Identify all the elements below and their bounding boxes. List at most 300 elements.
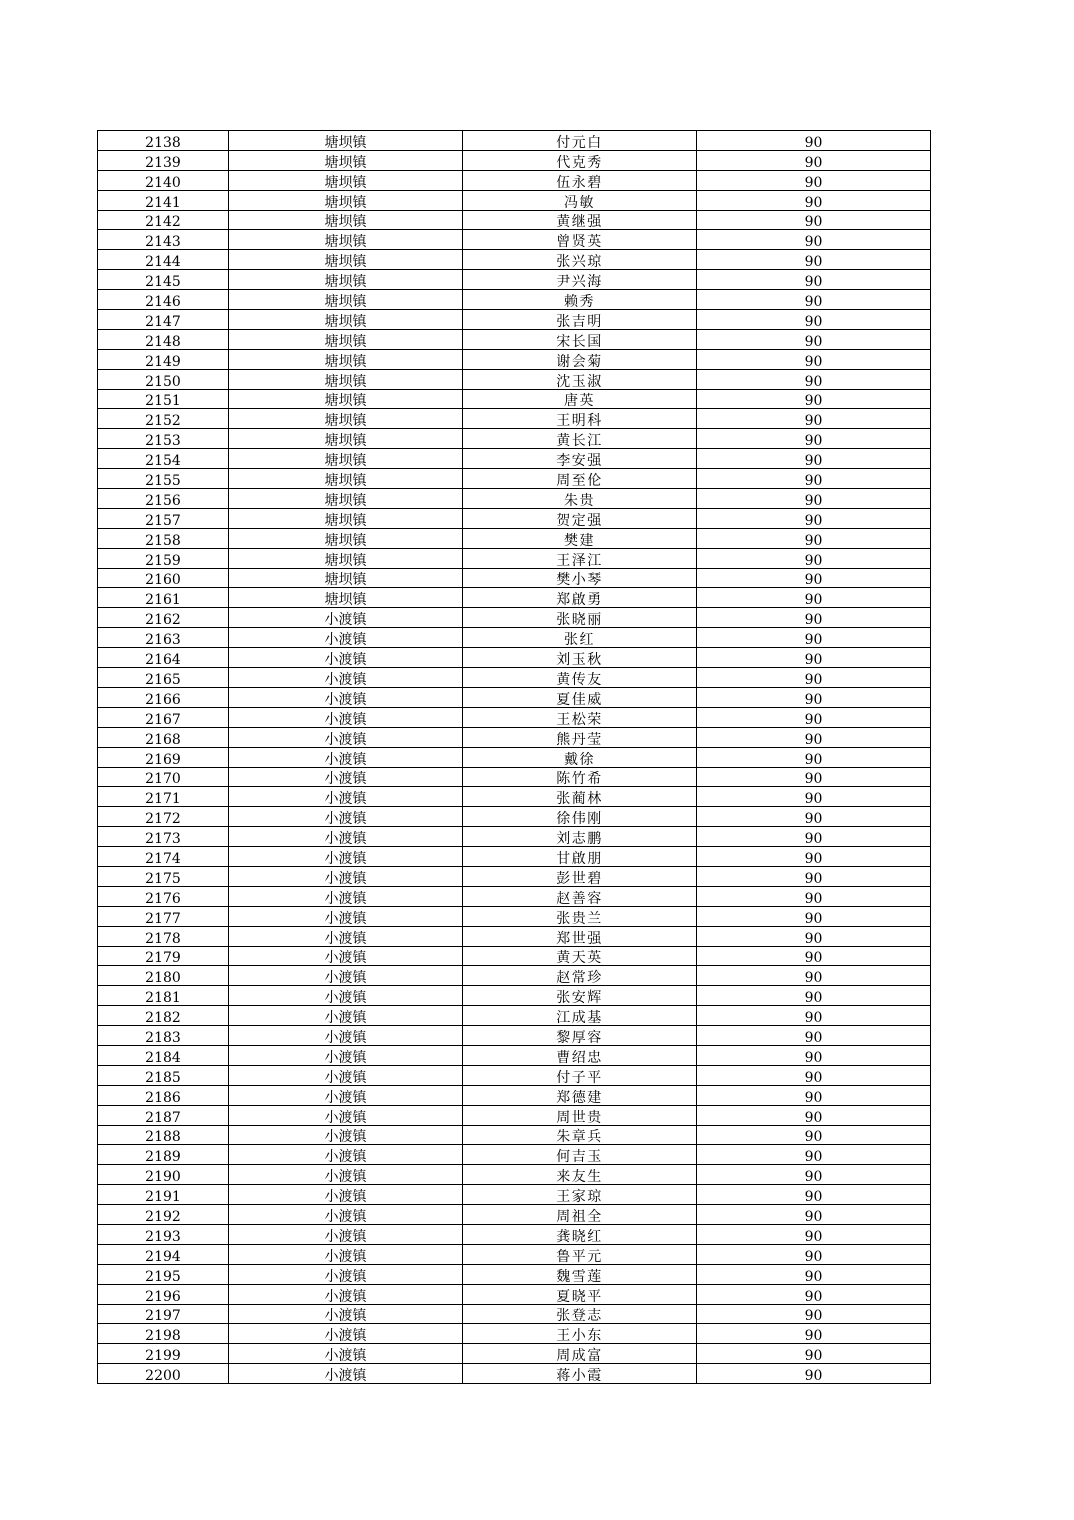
row-number-cell: 2165 bbox=[98, 668, 229, 688]
name-cell: 贺定强 bbox=[463, 508, 697, 528]
table-row bbox=[98, 906, 931, 926]
score-cell: 90 bbox=[697, 210, 931, 230]
table-row bbox=[98, 1264, 931, 1284]
row-number-cell: 2192 bbox=[98, 1205, 229, 1225]
row-number-cell: 2138 bbox=[98, 131, 229, 151]
score-cell: 90 bbox=[697, 1145, 931, 1165]
name-cell: 朱章兵 bbox=[463, 1125, 697, 1145]
score-cell: 90 bbox=[697, 1085, 931, 1105]
name-cell: 曹绍忠 bbox=[463, 1045, 697, 1065]
score-cell: 90 bbox=[697, 986, 931, 1006]
row-number-cell: 2156 bbox=[98, 489, 229, 509]
row-number-cell: 2164 bbox=[98, 648, 229, 668]
name-cell: 付元白 bbox=[463, 131, 697, 151]
name-cell: 张吉明 bbox=[463, 310, 697, 330]
row-number-cell: 2155 bbox=[98, 469, 229, 489]
town-cell: 塘坝镇 bbox=[229, 170, 463, 190]
row-number-cell: 2183 bbox=[98, 1026, 229, 1046]
score-cell: 90 bbox=[697, 727, 931, 747]
town-cell: 小渡镇 bbox=[229, 1065, 463, 1085]
row-number-cell: 2173 bbox=[98, 827, 229, 847]
table-row bbox=[98, 807, 931, 827]
table-row bbox=[98, 1105, 931, 1125]
row-number-cell: 2148 bbox=[98, 329, 229, 349]
table-row bbox=[98, 449, 931, 469]
table-row bbox=[98, 946, 931, 966]
row-number-cell: 2149 bbox=[98, 349, 229, 369]
score-cell: 90 bbox=[697, 1264, 931, 1284]
table-row bbox=[98, 548, 931, 568]
name-cell: 张红 bbox=[463, 628, 697, 648]
town-cell: 塘坝镇 bbox=[229, 389, 463, 409]
town-cell: 小渡镇 bbox=[229, 1006, 463, 1026]
score-cell: 90 bbox=[697, 548, 931, 568]
town-cell: 小渡镇 bbox=[229, 1085, 463, 1105]
table-row bbox=[98, 608, 931, 628]
score-cell: 90 bbox=[697, 329, 931, 349]
score-cell: 90 bbox=[697, 190, 931, 210]
name-cell: 樊小琴 bbox=[463, 568, 697, 588]
score-cell: 90 bbox=[697, 369, 931, 389]
town-cell: 小渡镇 bbox=[229, 886, 463, 906]
name-cell: 徐伟刚 bbox=[463, 807, 697, 827]
town-cell: 塘坝镇 bbox=[229, 489, 463, 509]
score-cell: 90 bbox=[697, 807, 931, 827]
row-number-cell: 2144 bbox=[98, 250, 229, 270]
table-row bbox=[98, 190, 931, 210]
table-row bbox=[98, 1165, 931, 1185]
town-cell: 塘坝镇 bbox=[229, 409, 463, 429]
table-row bbox=[98, 508, 931, 528]
town-cell: 塘坝镇 bbox=[229, 150, 463, 170]
table-row bbox=[98, 230, 931, 250]
score-cell: 90 bbox=[697, 469, 931, 489]
table-row bbox=[98, 1324, 931, 1344]
score-cell: 90 bbox=[697, 608, 931, 628]
name-cell: 曾贤英 bbox=[463, 230, 697, 250]
table-row bbox=[98, 648, 931, 668]
row-number-cell: 2178 bbox=[98, 926, 229, 946]
name-cell: 李安强 bbox=[463, 449, 697, 469]
table-row bbox=[98, 588, 931, 608]
town-cell: 小渡镇 bbox=[229, 1344, 463, 1364]
town-cell: 塘坝镇 bbox=[229, 588, 463, 608]
table-row bbox=[98, 528, 931, 548]
row-number-cell: 2174 bbox=[98, 847, 229, 867]
row-number-cell: 2197 bbox=[98, 1304, 229, 1324]
row-number-cell: 2189 bbox=[98, 1145, 229, 1165]
name-cell: 樊建 bbox=[463, 528, 697, 548]
table-row bbox=[98, 847, 931, 867]
score-cell: 90 bbox=[697, 946, 931, 966]
table-row bbox=[98, 727, 931, 747]
name-cell: 周至伦 bbox=[463, 469, 697, 489]
town-cell: 小渡镇 bbox=[229, 906, 463, 926]
name-cell: 张贵兰 bbox=[463, 906, 697, 926]
score-cell: 90 bbox=[697, 150, 931, 170]
town-cell: 小渡镇 bbox=[229, 1284, 463, 1304]
row-number-cell: 2163 bbox=[98, 628, 229, 648]
town-cell: 小渡镇 bbox=[229, 1125, 463, 1145]
name-cell: 江成基 bbox=[463, 1006, 697, 1026]
town-cell: 小渡镇 bbox=[229, 866, 463, 886]
town-cell: 塘坝镇 bbox=[229, 230, 463, 250]
score-cell: 90 bbox=[697, 568, 931, 588]
table-row bbox=[98, 886, 931, 906]
table-row bbox=[98, 1224, 931, 1244]
row-number-cell: 2185 bbox=[98, 1065, 229, 1085]
table-row bbox=[98, 767, 931, 787]
row-number-cell: 2186 bbox=[98, 1085, 229, 1105]
town-cell: 塘坝镇 bbox=[229, 310, 463, 330]
name-cell: 谢会菊 bbox=[463, 349, 697, 369]
town-cell: 小渡镇 bbox=[229, 1364, 463, 1384]
score-cell: 90 bbox=[697, 310, 931, 330]
name-cell: 魏雪莲 bbox=[463, 1264, 697, 1284]
table-row bbox=[98, 707, 931, 727]
town-cell: 塘坝镇 bbox=[229, 508, 463, 528]
row-number-cell: 2196 bbox=[98, 1284, 229, 1304]
score-cell: 90 bbox=[697, 1244, 931, 1264]
name-cell: 代克秀 bbox=[463, 150, 697, 170]
town-cell: 小渡镇 bbox=[229, 687, 463, 707]
name-cell: 张安辉 bbox=[463, 986, 697, 1006]
row-number-cell: 2152 bbox=[98, 409, 229, 429]
table-row bbox=[98, 489, 931, 509]
name-cell: 刘玉秋 bbox=[463, 648, 697, 668]
town-cell: 小渡镇 bbox=[229, 1165, 463, 1185]
table-row bbox=[98, 290, 931, 310]
name-cell: 张晓丽 bbox=[463, 608, 697, 628]
name-cell: 黄传友 bbox=[463, 668, 697, 688]
name-cell: 王小东 bbox=[463, 1324, 697, 1344]
table-row bbox=[98, 1244, 931, 1264]
row-number-cell: 2159 bbox=[98, 548, 229, 568]
table-row bbox=[98, 1185, 931, 1205]
table-row bbox=[98, 1304, 931, 1324]
town-cell: 小渡镇 bbox=[229, 946, 463, 966]
table-row bbox=[98, 787, 931, 807]
score-cell: 90 bbox=[697, 926, 931, 946]
table-row bbox=[98, 270, 931, 290]
name-cell: 郑啟勇 bbox=[463, 588, 697, 608]
name-cell: 何吉玉 bbox=[463, 1145, 697, 1165]
name-cell: 周成富 bbox=[463, 1344, 697, 1364]
score-cell: 90 bbox=[697, 847, 931, 867]
table-row bbox=[98, 210, 931, 230]
score-cell: 90 bbox=[697, 866, 931, 886]
town-cell: 塘坝镇 bbox=[229, 548, 463, 568]
score-cell: 90 bbox=[697, 628, 931, 648]
town-cell: 塘坝镇 bbox=[229, 568, 463, 588]
table-row bbox=[98, 1145, 931, 1165]
name-cell: 郑德建 bbox=[463, 1085, 697, 1105]
row-number-cell: 2166 bbox=[98, 687, 229, 707]
table-row bbox=[98, 310, 931, 330]
table-row bbox=[98, 986, 931, 1006]
score-cell: 90 bbox=[697, 1224, 931, 1244]
score-cell: 90 bbox=[697, 886, 931, 906]
name-cell: 伍永碧 bbox=[463, 170, 697, 190]
row-number-cell: 2143 bbox=[98, 230, 229, 250]
town-cell: 小渡镇 bbox=[229, 1045, 463, 1065]
town-cell: 塘坝镇 bbox=[229, 270, 463, 290]
row-number-cell: 2146 bbox=[98, 290, 229, 310]
score-cell: 90 bbox=[697, 747, 931, 767]
town-cell: 小渡镇 bbox=[229, 1324, 463, 1344]
score-cell: 90 bbox=[697, 1006, 931, 1026]
town-cell: 小渡镇 bbox=[229, 1304, 463, 1324]
row-number-cell: 2160 bbox=[98, 568, 229, 588]
row-number-cell: 2193 bbox=[98, 1224, 229, 1244]
row-number-cell: 2153 bbox=[98, 429, 229, 449]
table-row bbox=[98, 369, 931, 389]
name-cell: 黎厚容 bbox=[463, 1026, 697, 1046]
row-number-cell: 2187 bbox=[98, 1105, 229, 1125]
town-cell: 小渡镇 bbox=[229, 1224, 463, 1244]
score-cell: 90 bbox=[697, 588, 931, 608]
row-number-cell: 2190 bbox=[98, 1165, 229, 1185]
town-cell: 塘坝镇 bbox=[229, 469, 463, 489]
name-cell: 王松荣 bbox=[463, 707, 697, 727]
town-cell: 小渡镇 bbox=[229, 966, 463, 986]
town-cell: 小渡镇 bbox=[229, 767, 463, 787]
town-cell: 小渡镇 bbox=[229, 1105, 463, 1125]
table-row bbox=[98, 150, 931, 170]
row-number-cell: 2158 bbox=[98, 528, 229, 548]
row-number-cell: 2199 bbox=[98, 1344, 229, 1364]
row-number-cell: 2176 bbox=[98, 886, 229, 906]
score-cell: 90 bbox=[697, 250, 931, 270]
row-number-cell: 2167 bbox=[98, 707, 229, 727]
score-cell: 90 bbox=[697, 827, 931, 847]
row-number-cell: 2195 bbox=[98, 1264, 229, 1284]
name-cell: 周祖全 bbox=[463, 1205, 697, 1225]
name-cell: 陈竹希 bbox=[463, 767, 697, 787]
name-cell: 张登志 bbox=[463, 1304, 697, 1324]
row-number-cell: 2179 bbox=[98, 946, 229, 966]
town-cell: 小渡镇 bbox=[229, 1244, 463, 1264]
row-number-cell: 2175 bbox=[98, 866, 229, 886]
town-cell: 小渡镇 bbox=[229, 1145, 463, 1165]
table-row bbox=[98, 1065, 931, 1085]
row-number-cell: 2198 bbox=[98, 1324, 229, 1344]
score-cell: 90 bbox=[697, 1105, 931, 1125]
row-number-cell: 2154 bbox=[98, 449, 229, 469]
table-row bbox=[98, 329, 931, 349]
row-number-cell: 2139 bbox=[98, 150, 229, 170]
town-cell: 小渡镇 bbox=[229, 827, 463, 847]
town-cell: 小渡镇 bbox=[229, 628, 463, 648]
score-cell: 90 bbox=[697, 767, 931, 787]
score-cell: 90 bbox=[697, 1324, 931, 1344]
town-cell: 小渡镇 bbox=[229, 727, 463, 747]
score-cell: 90 bbox=[697, 1304, 931, 1324]
name-cell: 张蔺林 bbox=[463, 787, 697, 807]
name-cell: 彭世碧 bbox=[463, 866, 697, 886]
table-row bbox=[98, 866, 931, 886]
town-cell: 小渡镇 bbox=[229, 787, 463, 807]
score-cell: 90 bbox=[697, 1065, 931, 1085]
name-cell: 来友生 bbox=[463, 1165, 697, 1185]
score-cell: 90 bbox=[697, 131, 931, 151]
row-number-cell: 2172 bbox=[98, 807, 229, 827]
row-number-cell: 2168 bbox=[98, 727, 229, 747]
score-cell: 90 bbox=[697, 449, 931, 469]
table-row bbox=[98, 1284, 931, 1304]
score-cell: 90 bbox=[697, 1205, 931, 1225]
score-cell: 90 bbox=[697, 1364, 931, 1384]
score-cell: 90 bbox=[697, 528, 931, 548]
name-cell: 沈玉淑 bbox=[463, 369, 697, 389]
score-cell: 90 bbox=[697, 668, 931, 688]
table-row bbox=[98, 926, 931, 946]
table-row bbox=[98, 1026, 931, 1046]
name-cell: 赵常珍 bbox=[463, 966, 697, 986]
name-cell: 王泽江 bbox=[463, 548, 697, 568]
table-row bbox=[98, 687, 931, 707]
table-row bbox=[98, 1125, 931, 1145]
name-cell: 赵善容 bbox=[463, 886, 697, 906]
name-cell: 王家琼 bbox=[463, 1185, 697, 1205]
name-cell: 王明科 bbox=[463, 409, 697, 429]
town-cell: 塘坝镇 bbox=[229, 131, 463, 151]
town-cell: 小渡镇 bbox=[229, 648, 463, 668]
table-row bbox=[98, 349, 931, 369]
score-cell: 90 bbox=[697, 230, 931, 250]
name-cell: 夏晓平 bbox=[463, 1284, 697, 1304]
roster-table bbox=[97, 130, 931, 1384]
table-row bbox=[98, 131, 931, 151]
score-cell: 90 bbox=[697, 508, 931, 528]
table-row bbox=[98, 1045, 931, 1065]
table-row bbox=[98, 827, 931, 847]
table-row bbox=[98, 628, 931, 648]
name-cell: 戴徐 bbox=[463, 747, 697, 767]
name-cell: 夏佳威 bbox=[463, 687, 697, 707]
town-cell: 塘坝镇 bbox=[229, 369, 463, 389]
row-number-cell: 2142 bbox=[98, 210, 229, 230]
town-cell: 小渡镇 bbox=[229, 608, 463, 628]
score-cell: 90 bbox=[697, 1045, 931, 1065]
score-cell: 90 bbox=[697, 170, 931, 190]
town-cell: 小渡镇 bbox=[229, 1026, 463, 1046]
name-cell: 刘志鹏 bbox=[463, 827, 697, 847]
row-number-cell: 2151 bbox=[98, 389, 229, 409]
row-number-cell: 2182 bbox=[98, 1006, 229, 1026]
town-cell: 小渡镇 bbox=[229, 807, 463, 827]
score-cell: 90 bbox=[697, 290, 931, 310]
name-cell: 蒋小霞 bbox=[463, 1364, 697, 1384]
table-row bbox=[98, 668, 931, 688]
row-number-cell: 2147 bbox=[98, 310, 229, 330]
score-cell: 90 bbox=[697, 707, 931, 727]
name-cell: 赖秀 bbox=[463, 290, 697, 310]
row-number-cell: 2184 bbox=[98, 1045, 229, 1065]
row-number-cell: 2169 bbox=[98, 747, 229, 767]
row-number-cell: 2140 bbox=[98, 170, 229, 190]
town-cell: 塘坝镇 bbox=[229, 349, 463, 369]
name-cell: 宋长国 bbox=[463, 329, 697, 349]
table-row bbox=[98, 469, 931, 489]
score-cell: 90 bbox=[697, 1284, 931, 1304]
table-row bbox=[98, 170, 931, 190]
score-cell: 90 bbox=[697, 1165, 931, 1185]
town-cell: 塘坝镇 bbox=[229, 449, 463, 469]
row-number-cell: 2171 bbox=[98, 787, 229, 807]
town-cell: 小渡镇 bbox=[229, 847, 463, 867]
name-cell: 周世贵 bbox=[463, 1105, 697, 1125]
score-cell: 90 bbox=[697, 787, 931, 807]
table-row bbox=[98, 1006, 931, 1026]
town-cell: 塘坝镇 bbox=[229, 250, 463, 270]
town-cell: 小渡镇 bbox=[229, 707, 463, 727]
score-cell: 90 bbox=[697, 270, 931, 290]
town-cell: 塘坝镇 bbox=[229, 329, 463, 349]
town-cell: 小渡镇 bbox=[229, 1205, 463, 1225]
row-number-cell: 2162 bbox=[98, 608, 229, 628]
name-cell: 付子平 bbox=[463, 1065, 697, 1085]
name-cell: 冯敏 bbox=[463, 190, 697, 210]
town-cell: 塘坝镇 bbox=[229, 210, 463, 230]
score-cell: 90 bbox=[697, 389, 931, 409]
score-cell: 90 bbox=[697, 1125, 931, 1145]
row-number-cell: 2191 bbox=[98, 1185, 229, 1205]
score-cell: 90 bbox=[697, 1344, 931, 1364]
row-number-cell: 2194 bbox=[98, 1244, 229, 1264]
table-row bbox=[98, 1364, 931, 1384]
town-cell: 塘坝镇 bbox=[229, 429, 463, 449]
name-cell: 朱贵 bbox=[463, 489, 697, 509]
row-number-cell: 2200 bbox=[98, 1364, 229, 1384]
table-row bbox=[98, 429, 931, 449]
row-number-cell: 2180 bbox=[98, 966, 229, 986]
row-number-cell: 2170 bbox=[98, 767, 229, 787]
name-cell: 郑世强 bbox=[463, 926, 697, 946]
town-cell: 塘坝镇 bbox=[229, 190, 463, 210]
table-row bbox=[98, 568, 931, 588]
name-cell: 黄天英 bbox=[463, 946, 697, 966]
score-cell: 90 bbox=[697, 429, 931, 449]
town-cell: 小渡镇 bbox=[229, 1185, 463, 1205]
name-cell: 龚晓红 bbox=[463, 1224, 697, 1244]
row-number-cell: 2161 bbox=[98, 588, 229, 608]
row-number-cell: 2177 bbox=[98, 906, 229, 926]
name-cell: 黄长江 bbox=[463, 429, 697, 449]
table-row bbox=[98, 966, 931, 986]
table-row bbox=[98, 409, 931, 429]
score-cell: 90 bbox=[697, 906, 931, 926]
town-cell: 小渡镇 bbox=[229, 1264, 463, 1284]
score-cell: 90 bbox=[697, 687, 931, 707]
row-number-cell: 2181 bbox=[98, 986, 229, 1006]
table-row bbox=[98, 747, 931, 767]
row-number-cell: 2157 bbox=[98, 508, 229, 528]
document-page bbox=[97, 130, 928, 1384]
name-cell: 熊丹莹 bbox=[463, 727, 697, 747]
name-cell: 甘啟朋 bbox=[463, 847, 697, 867]
town-cell: 小渡镇 bbox=[229, 668, 463, 688]
score-cell: 90 bbox=[697, 349, 931, 369]
town-cell: 小渡镇 bbox=[229, 926, 463, 946]
name-cell: 尹兴海 bbox=[463, 270, 697, 290]
table-row bbox=[98, 1085, 931, 1105]
town-cell: 小渡镇 bbox=[229, 986, 463, 1006]
score-cell: 90 bbox=[697, 1026, 931, 1046]
table-row bbox=[98, 250, 931, 270]
town-cell: 塘坝镇 bbox=[229, 290, 463, 310]
town-cell: 塘坝镇 bbox=[229, 528, 463, 548]
